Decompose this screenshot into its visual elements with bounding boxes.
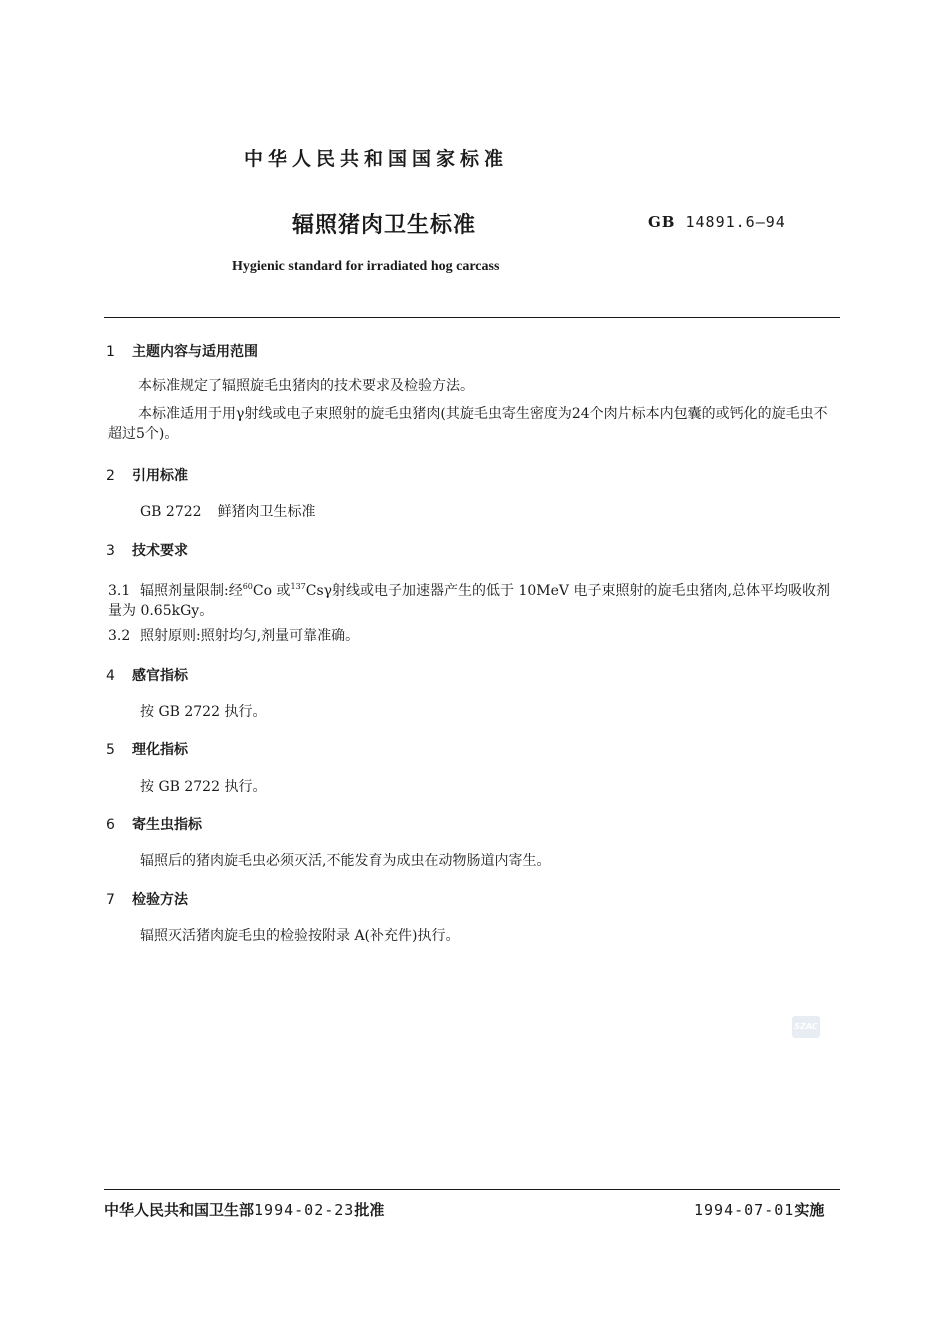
implementation-label: 实施 <box>794 1201 825 1219</box>
referenced-standard-code: GB 2722 <box>140 504 202 520</box>
section-7-heading <box>106 889 188 909</box>
footer-divider <box>104 1189 840 1190</box>
section-number: 5 <box>106 742 115 758</box>
document-title-english: Hygienic standard for irradiated hog carcass <box>232 259 500 274</box>
approval-label: 批准 <box>354 1201 385 1219</box>
clause-3-1 <box>108 577 840 621</box>
section-4-paragraph: 按 GB 2722 执行。 <box>140 704 267 720</box>
section-6-paragraph: 辐照后的猪肉旋毛虫必须灭活,不能发育为成虫在动物肠道内寄生。 <box>140 853 551 869</box>
section-3-heading <box>106 540 188 560</box>
standard-code: 14891.6—94 <box>685 213 786 231</box>
issuing-authority: 中华人民共和国卫生部 <box>104 1201 255 1219</box>
isotope-mass-137: 137 <box>290 582 306 591</box>
clause-text-part: 辐照剂量限制:经 <box>140 583 243 599</box>
section-1-heading <box>106 341 258 361</box>
section-number: 1 <box>106 344 115 360</box>
section-5-heading <box>106 739 188 759</box>
section-4-heading <box>106 665 188 685</box>
section-1-paragraph-1: 本标准规定了辐照旋毛虫猪肉的技术要求及检验方法。 <box>138 378 474 394</box>
section-number: 4 <box>106 668 115 684</box>
section-title: 主题内容与适用范围 <box>132 344 258 360</box>
section-number: 6 <box>106 817 115 833</box>
referenced-standard <box>140 502 316 522</box>
document-title: 辐照猪肉卫生标准 <box>292 213 477 238</box>
clause-text-part: Co 或 <box>252 583 291 599</box>
clause-text: 照射原则:照射均匀,剂量可靠准确。 <box>140 628 360 644</box>
section-number: 7 <box>106 892 115 908</box>
section-5-paragraph: 按 GB 2722 执行。 <box>140 779 267 795</box>
header-divider <box>104 317 840 318</box>
referenced-standard-name: 鲜猪肉卫生标准 <box>217 504 316 520</box>
standard-number <box>648 213 786 231</box>
clause-3-2 <box>108 626 359 646</box>
section-1-paragraph-2: 本标准适用于用γ射线或电子束照射的旋毛虫猪肉(其旋毛虫寄生密度为24个肉片标本内包囊的或钙化的旋毛虫不超过5个)。 <box>108 406 828 442</box>
section-title: 技术要求 <box>132 543 188 559</box>
section-title: 寄生虫指标 <box>132 817 202 833</box>
section-number: 2 <box>106 468 115 484</box>
section-2-heading <box>106 465 188 485</box>
implementation-line <box>694 1199 824 1220</box>
watermark-logo: SZAC <box>792 1016 820 1038</box>
clause-number: 3.1 <box>108 583 131 599</box>
section-title: 检验方法 <box>132 892 188 908</box>
clause-text-part: Csγ射线或电子加速器产生的低于 10MeV 电子束照射的旋毛虫猪肉,总体平均吸收剂量为 0.65kGy。 <box>108 583 830 619</box>
section-7-paragraph: 辐照灭活猪肉旋毛虫的检验按附录 A(补充件)执行。 <box>140 928 460 944</box>
section-title: 感官指标 <box>132 668 188 684</box>
approval-date: 1994-02-23 <box>254 1201 355 1219</box>
section-6-heading <box>106 814 202 834</box>
section-title: 引用标准 <box>132 468 188 484</box>
implementation-date: 1994-07-01 <box>694 1201 795 1219</box>
section-title: 理化指标 <box>132 742 188 758</box>
isotope-mass-60: 60 <box>242 582 253 591</box>
approval-line <box>104 1199 384 1220</box>
national-standard-label: 中华人民共和国国家标准 <box>244 148 509 170</box>
section-number: 3 <box>106 543 115 559</box>
standard-prefix: GB <box>648 213 676 231</box>
clause-number: 3.2 <box>108 628 131 644</box>
